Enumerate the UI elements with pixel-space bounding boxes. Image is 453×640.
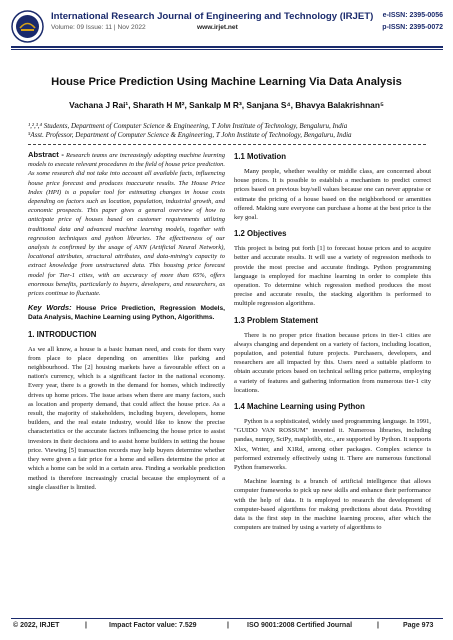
motivation-paragraph: Many people, whether wealthy or middle class, are concerned about house prices. It is possible to establish a mechanism to predict correct prices based on previous buy/sell values because one can never appraise or estimate the pricing of a house based on the neighborhood or amenities offered. Making sure everyone can purchase a home at the best price is the key goal. bbox=[234, 168, 431, 222]
volume-issue: Volume: 09 Issue: 11 | Nov 2022 bbox=[51, 24, 146, 31]
footer-separator: | bbox=[85, 622, 87, 629]
paper-title: House Price Prediction Using Machine Learning Via Data Analysis bbox=[51, 76, 402, 88]
intro-paragraph: As we all know, a house is a basic human need, and costs for them vary from place to place depending on amenities like parking and neighbourhood. The [2] housing markets have a favourable effect on a nation's currency, which is a significant factor in the national economy. Every year, there is a growth in the demand for homes, which indirectly drives up home prices. The issue arises when there are many factors, such as location and property demand, that could affect the house price. As a result, the majority of stakeholders, including buyers, developers, home builders, and the real estate industry, would like to know the precise characteristics or the accurate factors influencing the house price to assist investors in their decisions and to assist home builders in setting the house price. Viewing [5] transaction records may help buyers determine whether they were given a fair price for a home and sellers determine the price at which a home can be sold in a certain area. Finding a workable prediction method is therefore increasingly crucial because the employment of a single classifier is limited. bbox=[28, 345, 225, 491]
footer-separator: | bbox=[377, 622, 379, 629]
abstract bbox=[28, 150, 225, 298]
right-column bbox=[234, 150, 431, 538]
footer-separator: | bbox=[227, 622, 229, 629]
header-rule-thin bbox=[11, 49, 443, 50]
eissn: e-ISSN: 2395-0056 bbox=[382, 12, 443, 19]
journal-header bbox=[11, 10, 443, 46]
footer-impact-factor: Impact Factor value: 7.529 bbox=[109, 622, 197, 629]
journal-website: www.irjet.net bbox=[197, 24, 238, 31]
ml-python-paragraph-2: Machine learning is a branch of artificial intelligence that allows computer frameworks to pick up new skills and enhance their performance with the help of data. It is employed to research the development of computer-based algorithms for making predictions about data. Providing data is the first step in the machine learning process, after which the computers are trained by using a variety of algorithms to bbox=[234, 478, 431, 532]
paper-authors: Vachana J Rai¹, Sharath H M², Sankalp M R³, Sanjana S⁴, Bhavya Balakrishnan⁵ bbox=[69, 100, 384, 110]
heading-problem-statement: 1.3 Problem Statement bbox=[234, 315, 319, 325]
heading-motivation: 1.1 Motivation bbox=[234, 152, 286, 161]
heading-ml-python: 1.4 Machine Learning using Python bbox=[234, 402, 365, 412]
heading-objectives: 1.2 Objectives bbox=[234, 229, 287, 239]
journal-meta bbox=[51, 24, 238, 31]
abstract-text: Research teams are increasingly adopting machine learning models to execute relevant procedures in the field of house price prediction. As some research did not take into account all available facts, influencing house price forecast and produces inaccurate results. The House Price Index (HPI) is a popular tool for estimating changes in house costs depending on factors such as location, population, industrial growth, and economic prospects. This paper gives a general overview of how to anticipate price of houses based on customer requirements utilizing traditional data and advanced machine learning models, together with regression techniques and python libraries. The effectiveness of our analysis is confirmed by the usage of ANN (Artificial Neural Network), locational attributes, structural attributes, and data-mining's capacity to extract knowledge from unstructured data. This housing price forecast model for Tier-1 cities, with an accuracy of more than 65%, offers enormous benefits, particularly to buyers, developers, and researchers, as prices continue to fluctuate. bbox=[28, 152, 225, 298]
abstract-label: Abstract - bbox=[28, 150, 64, 159]
keywords-text: House Price Prediction, Regression Models, Data Analysis, Machine Learning using Python, Algorithms. bbox=[28, 305, 225, 322]
left-column bbox=[28, 150, 225, 497]
ml-python-paragraph-1: Python is a sophisticated, widely used programming language. In 1991, "GUIDO VAN ROSSUM" invented it. Numerous libraries, including pandas, numpy, SciPy, matplotlib, etc., are supported by Python. It supports Xlsx, Writer, and X1Rd, among other packages. Complex science is performed extremely effectively using it. There are numerous functional Python frameworks. bbox=[234, 418, 431, 472]
irjet-logo-icon bbox=[11, 10, 44, 43]
header-rule bbox=[11, 46, 443, 48]
pissn: p-ISSN: 2395-0072 bbox=[382, 24, 443, 31]
footer-page-number: Page 973 bbox=[403, 622, 434, 629]
objectives-paragraph: This project is being put forth [1] to forecast house prices and to acquire better and accurate results. It will use a variety of regression methods to provide the most precise and accurate findings. Python programming language is employed for machine learning in order to complete this operation. To determine which regression method produces the most precise and accurate results, the stacking algorithm is performed to multiple regression algorithms. bbox=[234, 245, 431, 308]
keywords bbox=[28, 303, 225, 322]
section-divider bbox=[28, 144, 426, 145]
journal-title: International Research Journal of Engineering and Technology (IRJET) bbox=[51, 11, 374, 22]
problem-paragraph: There is no proper price fixation because prices in tier-1 cities are always changing and dependent on a variety of factors, including location, population, and potential future projects. Purchasers, developers, and researchers are all impacted by this. Users need a suitable platform to obtain accurate prices based on technical selling price patterns, employing a variety of features and gathering information from numerous tier-1 city locations. bbox=[234, 331, 431, 394]
affiliation-students: ¹,²,³,⁴ Students, Department of Computer Science & Engineering, T John Institute of Technology, Bengaluru, India bbox=[28, 122, 348, 130]
affiliations bbox=[28, 122, 428, 140]
keywords-label: Key Words: bbox=[28, 303, 72, 313]
affiliation-professor: ⁵Asst. Professor, Department of Computer Science & Engineering, T John Institute of Technology, Bengaluru, India bbox=[28, 131, 352, 139]
page-footer bbox=[11, 618, 443, 633]
footer-iso: ISO 9001:2008 Certified Journal bbox=[247, 622, 353, 629]
heading-introduction: 1. INTRODUCTION bbox=[28, 329, 97, 339]
footer-copyright: © 2022, IRJET bbox=[13, 622, 60, 629]
